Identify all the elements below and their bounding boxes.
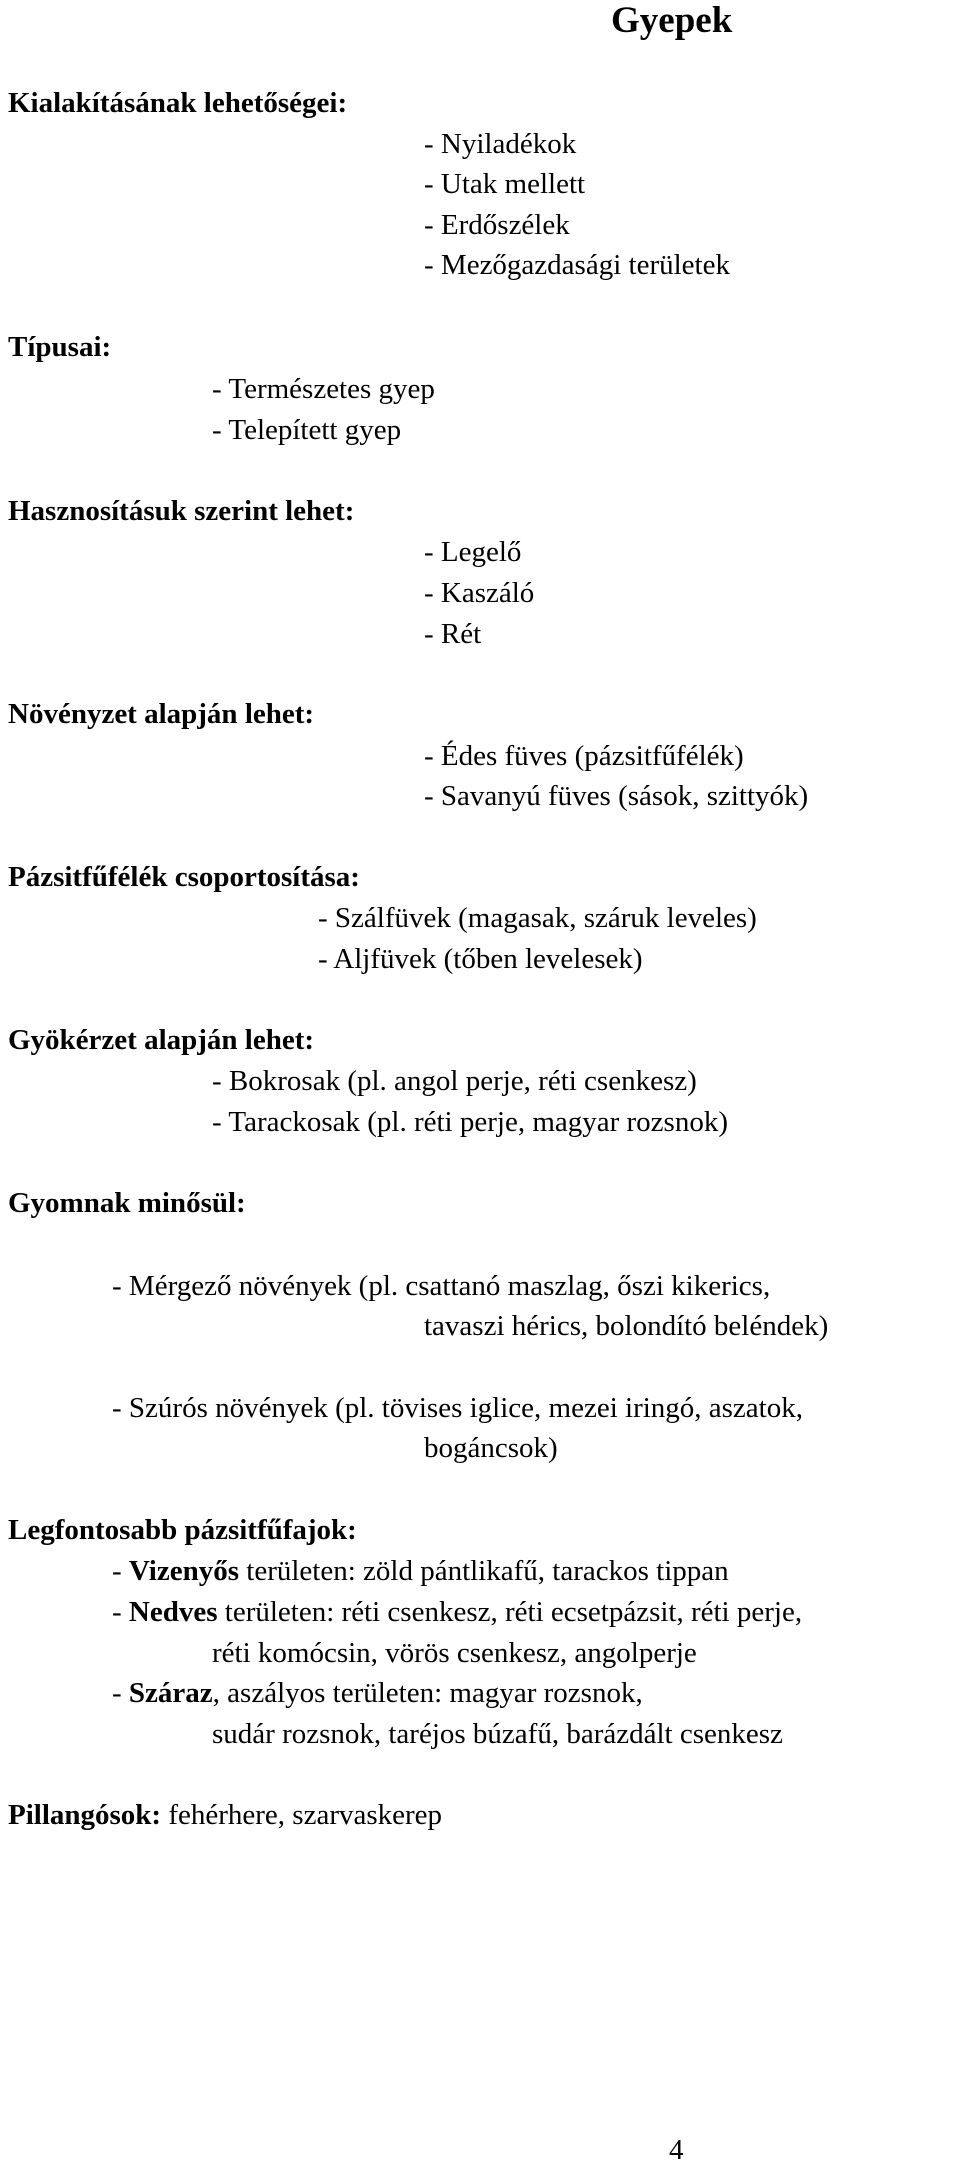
list-item: - Mérgező növények (pl. csattanó maszlag, őszi kikerics, bbox=[112, 1270, 771, 1302]
list-item: - Bokrosak (pl. angol perje, réti csenkesz) bbox=[212, 1065, 697, 1097]
page-title: Gyepek bbox=[611, 0, 733, 41]
section-heading-pazsit-csoportositas: Pázsitfűfélék csoportosítása: bbox=[8, 861, 360, 893]
list-item: - Aljfüvek (tőben levelesek) bbox=[318, 943, 643, 975]
page-number: 4 bbox=[669, 2134, 684, 2166]
list-item: - Szúrós növények (pl. tövises iglice, mezei iringó, aszatok, bbox=[112, 1392, 803, 1424]
section-heading-tipusai: Típusai: bbox=[8, 331, 112, 363]
list-item-continuation: bogáncsok) bbox=[424, 1432, 558, 1464]
list-item: - Tarackosak (pl. réti perje, magyar rozsnok) bbox=[212, 1106, 728, 1138]
emphasis: Vizenyős bbox=[128, 1555, 240, 1587]
pillangosok-text: fehérhere, szarvaskerep bbox=[161, 1799, 443, 1831]
list-item-nedves bbox=[112, 1598, 802, 1627]
emphasis: Nedves bbox=[128, 1596, 218, 1628]
dash: - bbox=[112, 1555, 129, 1587]
item-text: területen: zöld pántlikafű, tarackos tippan bbox=[239, 1555, 729, 1587]
pillangosok-label: Pillangósok: bbox=[8, 1799, 162, 1831]
section-heading-legfontosabb: Legfontosabb pázsitfűfajok: bbox=[8, 1514, 357, 1546]
dash: - bbox=[112, 1677, 129, 1709]
section-heading-gyokerzet: Gyökérzet alapján lehet: bbox=[8, 1024, 315, 1056]
list-item: - Utak mellett bbox=[424, 168, 586, 200]
pillangosok-line bbox=[8, 1801, 442, 1830]
list-item: - Legelő bbox=[424, 536, 522, 568]
item-text: területen: réti csenkesz, réti ecsetpázsit, réti perje, bbox=[217, 1596, 803, 1628]
list-item-continuation: réti komócsin, vörös csenkesz, angolperje bbox=[212, 1637, 697, 1669]
list-item: - Mezőgazdasági területek bbox=[424, 249, 730, 281]
list-item: - Nyiladékok bbox=[424, 128, 577, 160]
emphasis: Száraz bbox=[128, 1677, 213, 1709]
list-item-continuation: tavaszi hérics, bolondító beléndek) bbox=[424, 1310, 829, 1342]
list-item-vizenyos bbox=[112, 1557, 729, 1586]
list-item: - Szálfüvek (magasak, száruk leveles) bbox=[318, 902, 757, 934]
list-item: - Természetes gyep bbox=[212, 373, 435, 405]
list-item: - Édes füves (pázsitfűfélék) bbox=[424, 740, 744, 772]
dash: - bbox=[112, 1596, 129, 1628]
section-heading-novenyzet: Növényzet alapján lehet: bbox=[8, 698, 315, 730]
item-text: , aszályos területen: magyar rozsnok, bbox=[212, 1677, 643, 1709]
list-item: - Erdőszélek bbox=[424, 209, 570, 241]
list-item: - Savanyú füves (sások, szittyók) bbox=[424, 780, 809, 812]
section-heading-kialakitas: Kialakításának lehetőségei: bbox=[8, 87, 348, 119]
list-item: - Telepített gyep bbox=[212, 414, 402, 446]
list-item: - Kaszáló bbox=[424, 577, 535, 609]
section-heading-gyom: Gyomnak minősül: bbox=[8, 1187, 246, 1219]
list-item-continuation: sudár rozsnok, taréjos búzafű, barázdált csenkesz bbox=[212, 1718, 783, 1750]
section-heading-hasznositas: Hasznosításuk szerint lehet: bbox=[8, 495, 355, 527]
list-item-szaraz bbox=[112, 1679, 643, 1708]
list-item: - Rét bbox=[424, 618, 482, 650]
